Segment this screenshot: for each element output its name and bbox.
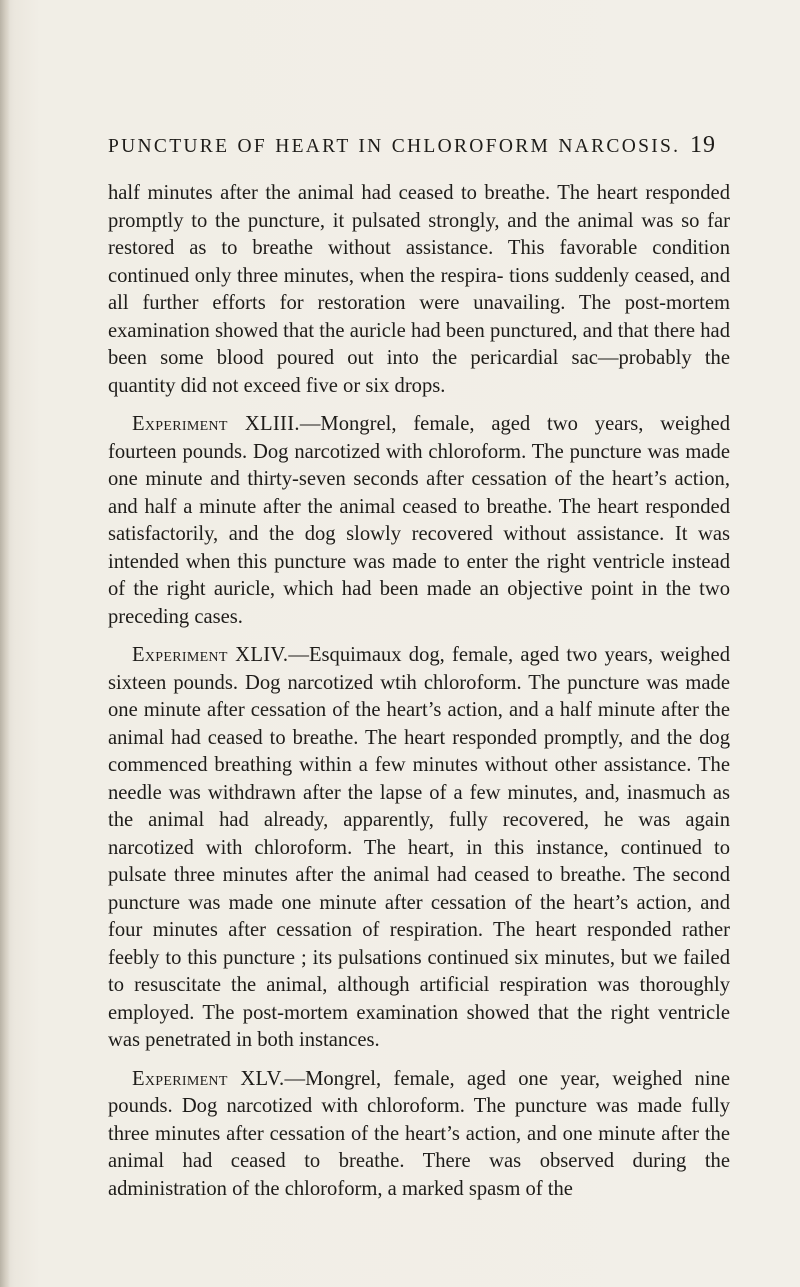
paragraph-text: —Esquimaux dog, female, aged two years, weighed sixteen pounds. Dog narcotized wtih chloroform. The puncture was made one minute after cessation of the heart’s action, and a half minute after the animal had ceased to breathe. The heart responded promptly, and the dog commenced breathing within a few minutes without other assistance. The needle was withdrawn after the lapse of a few minutes, and, inasmuch as the animal had already, apparently, fully recovered, he was again narcotized with chloroform. The heart, in this instance, continued to pulsate three minutes after the animal had ceased to breathe. The second puncture was made one minute after cessation of the heart’s action, and four minutes after cessation of respiration. The heart responded rather feebly to this puncture ; its pulsations continued six minutes, but we failed to resuscitate the animal, although artificial respiration was thoroughly employed. The post-mortem examination showed that the right ventricle was penetrated in both instances. (108, 644, 730, 1051)
paragraph-experiment-xlv (108, 1066, 730, 1204)
paragraph-experiment-xliii (108, 411, 730, 631)
running-title: PUNCTURE OF HEART IN CHLOROFORM NARCOSIS. (108, 136, 681, 157)
paragraph-text: —Mongrel, female, aged one year, weighed nine pounds. Dog narcotized with chloroform. The puncture was made fully three minutes after cessation of the heart’s action, and one minute after the animal had ceased to breathe. There was observed during the administration of the chloroform, a marked spasm of the (108, 1067, 730, 1200)
paragraph-experiment-xliv (108, 642, 730, 1055)
paragraph-text: —Mongrel, female, aged two years, weighed fourteen pounds. Dog narcotized with chloroform. The puncture was made one minute and thirty-seven seconds after cessation of the heart’s action, and half a minute after the animal ceased to breathe. The heart responded satisfactorily, and the dog slowly recovered without assistance. It was intended when this puncture was made to enter the right ventricle instead of the right auricle, which had been made an objective point in the two preceding cases. (108, 413, 730, 628)
running-head (108, 132, 716, 166)
body-text (108, 180, 730, 1203)
paragraph-text: half minutes after the animal had ceased to breathe. The heart responded promptly to the puncture, it pulsated strongly, and the animal was so far restored as to breathe without assistance. This favorable condition continued only three minutes, when the respira- tions suddenly ceased, and all further efforts for restoration were unavailing. The post-mortem examination showed that the auricle had been punctured, and that there had been some blood poured out into the pericardial sac—probably the quantity did not exceed five or six drops. (108, 182, 730, 397)
experiment-label: Experiment XLIII. (132, 413, 300, 435)
experiment-label: Experiment XLV. (132, 1067, 285, 1090)
experiment-label: Experiment XLIV. (132, 644, 289, 666)
page-number: 19 (690, 132, 716, 158)
paragraph-continuation (108, 180, 730, 400)
binding-shadow (0, 0, 10, 1287)
